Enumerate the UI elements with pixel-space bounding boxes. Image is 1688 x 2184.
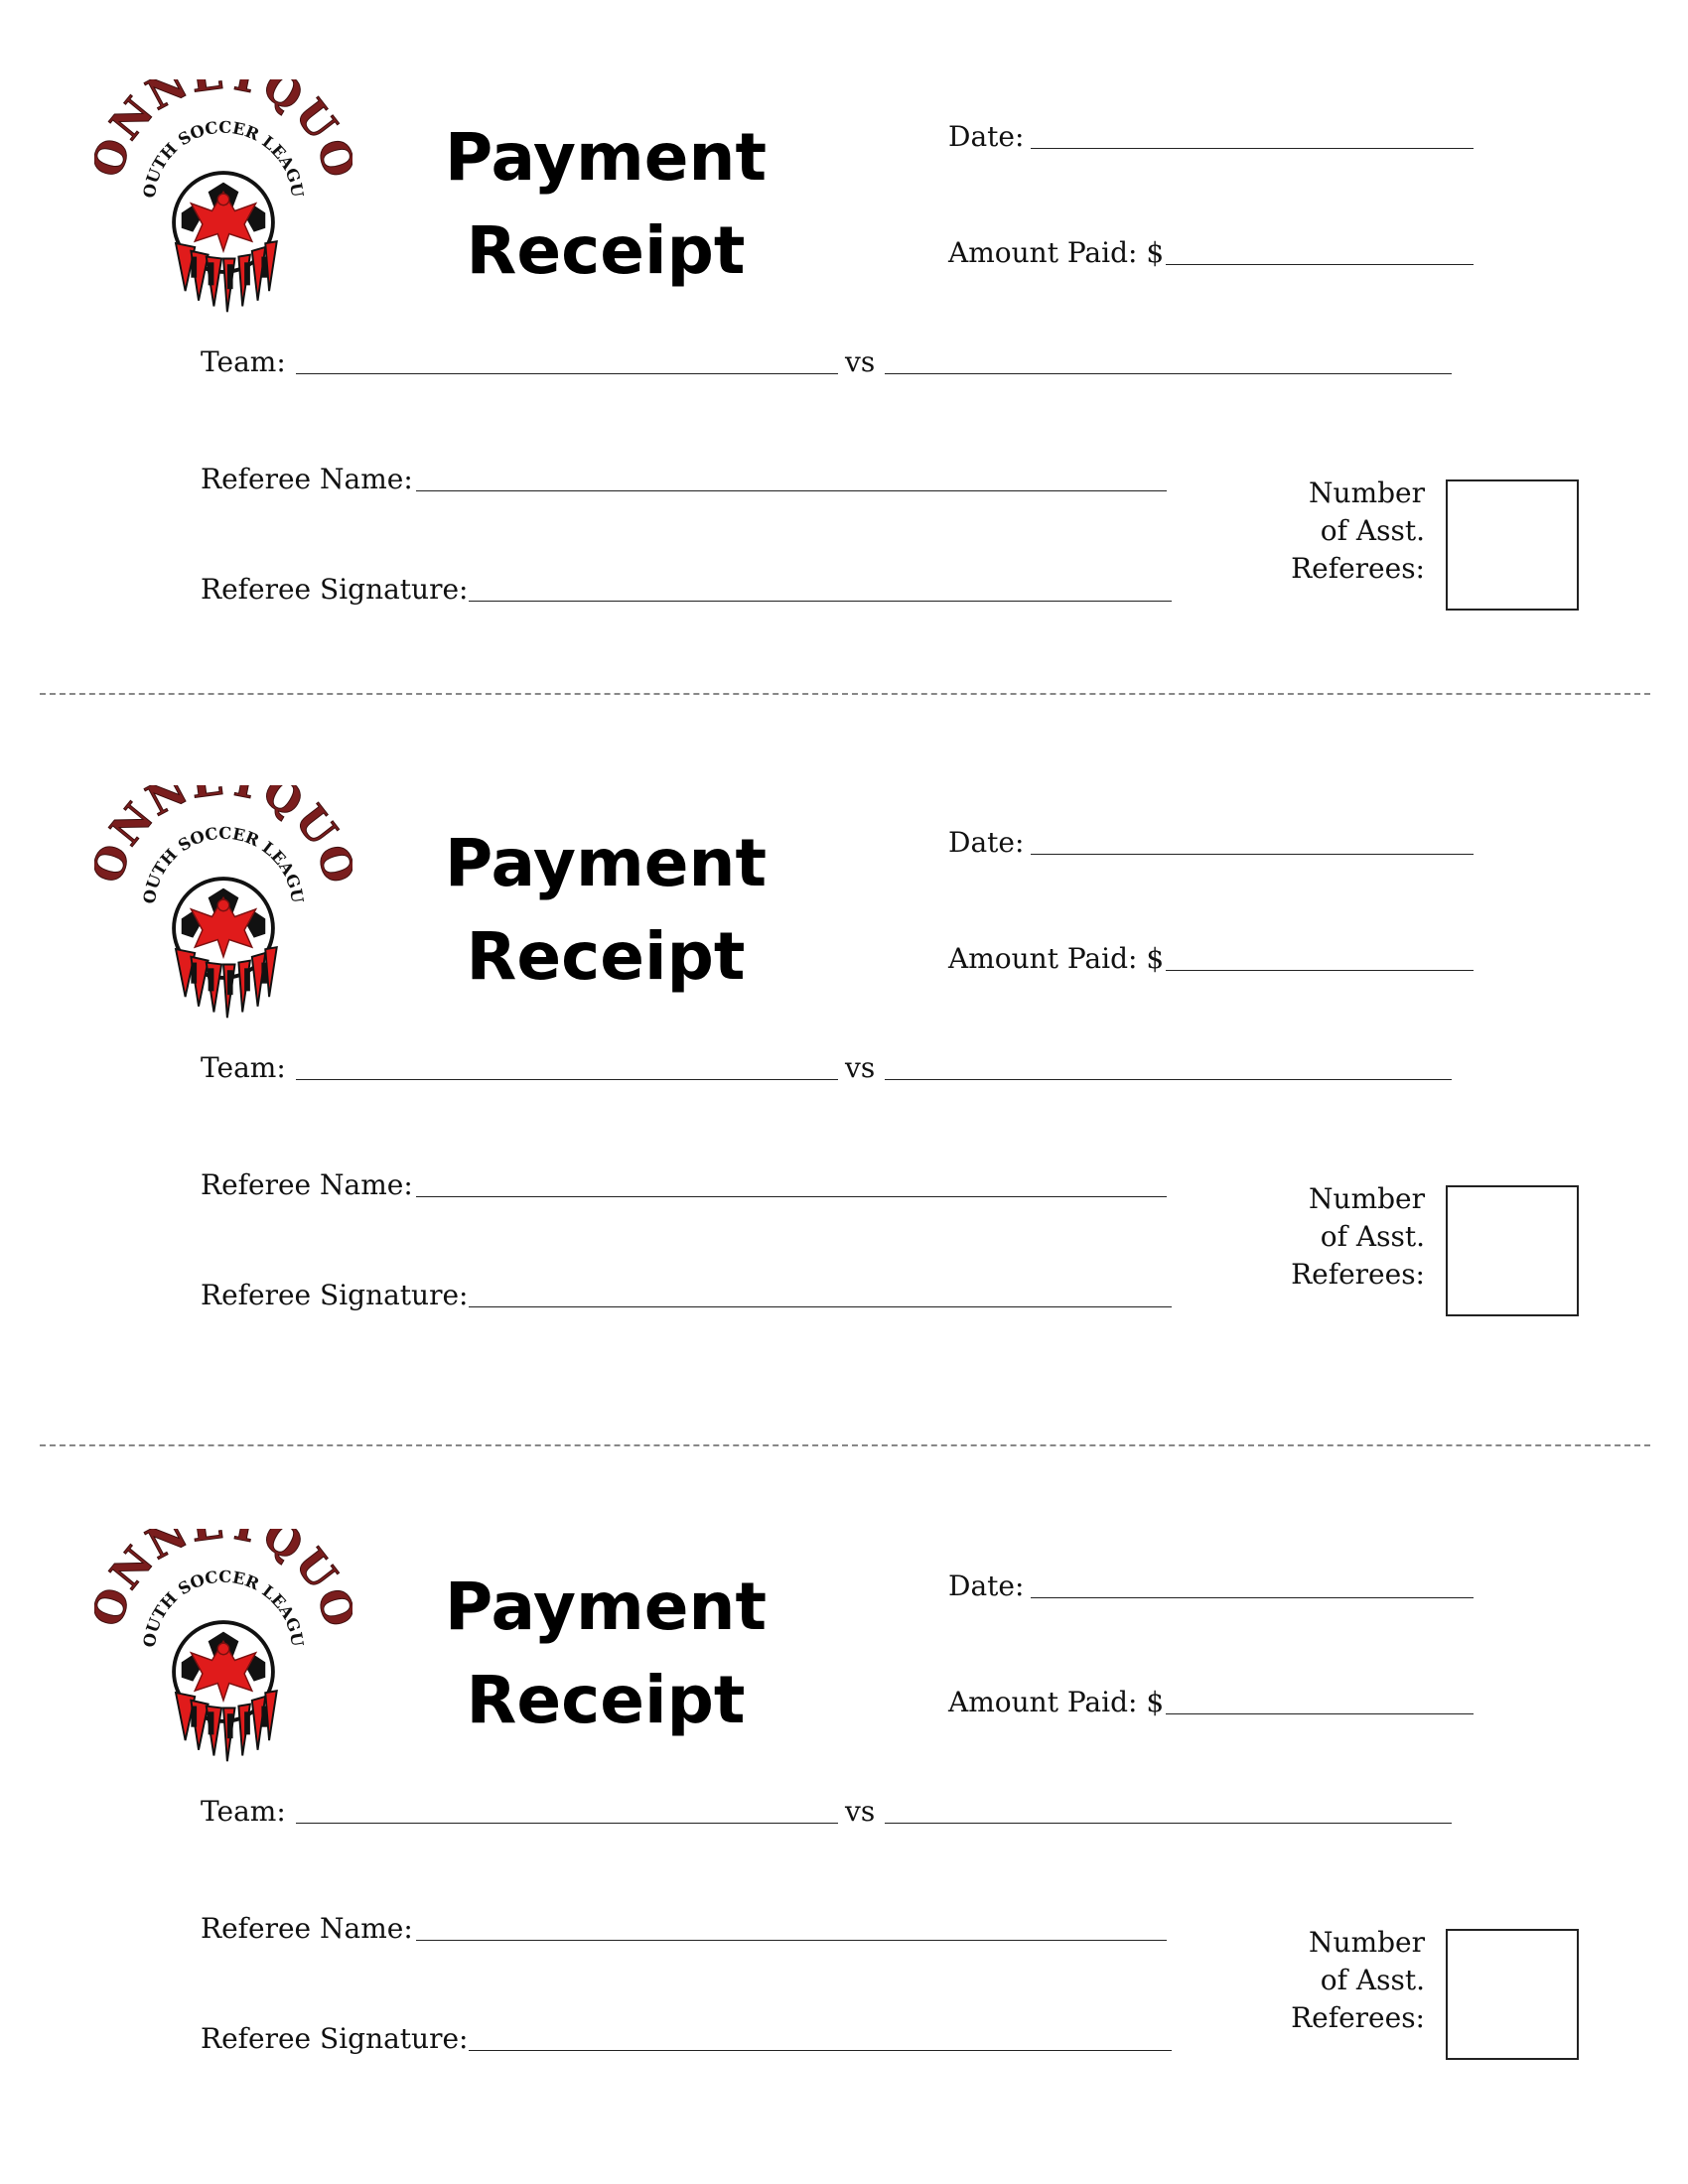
date-field[interactable]	[1031, 854, 1474, 855]
team-away-field[interactable]	[885, 1823, 1452, 1824]
referee-name-label: Referee Name:	[201, 1912, 413, 1945]
referee-signature-field[interactable]	[469, 2050, 1172, 2051]
team-home-field[interactable]	[296, 1079, 838, 1080]
date-label: Date:	[948, 826, 1025, 859]
asst-referees-label: Number of Asst. Referees:	[1291, 1926, 1425, 2034]
team-label: Team:	[201, 1795, 286, 1828]
referee-signature-label: Referee Signature:	[201, 1279, 469, 1311]
league-logo-icon	[94, 1529, 352, 1767]
cut-line	[40, 1444, 1650, 1446]
asst-referees-box[interactable]	[1446, 1929, 1579, 2060]
referee-name-field[interactable]	[416, 1940, 1167, 1941]
receipt-2	[0, 706, 1688, 1401]
vs-label: vs	[845, 1051, 876, 1084]
referee-signature-field[interactable]	[469, 601, 1172, 602]
vs-label: vs	[845, 1795, 876, 1828]
team-label: Team:	[201, 345, 286, 378]
league-logo-icon	[94, 785, 352, 1024]
receipt-3	[0, 1449, 1688, 2144]
team-home-field[interactable]	[296, 1823, 838, 1824]
cut-line	[40, 693, 1650, 695]
amount-label: Amount Paid: $	[948, 942, 1165, 975]
amount-field[interactable]	[1166, 970, 1474, 971]
receipt-title: Payment Receipt	[444, 119, 768, 289]
asst-referees-label: Number of Asst. Referees:	[1291, 1182, 1425, 1291]
date-label: Date:	[948, 1570, 1025, 1602]
referee-name-label: Referee Name:	[201, 1168, 413, 1201]
vs-label: vs	[845, 345, 876, 378]
date-label: Date:	[948, 120, 1025, 153]
referee-name-label: Referee Name:	[201, 463, 413, 495]
asst-referees-box[interactable]	[1446, 479, 1579, 611]
referee-signature-label: Referee Signature:	[201, 2022, 469, 2055]
amount-field[interactable]	[1166, 1713, 1474, 1714]
referee-signature-field[interactable]	[469, 1306, 1172, 1307]
asst-referees-label: Number of Asst. Referees:	[1291, 477, 1425, 585]
league-logo-icon	[94, 79, 352, 318]
receipt-title: Payment Receipt	[444, 1569, 768, 1738]
date-field[interactable]	[1031, 148, 1474, 149]
team-label: Team:	[201, 1051, 286, 1084]
receipt-title: Payment Receipt	[444, 825, 768, 995]
asst-referees-box[interactable]	[1446, 1185, 1579, 1316]
team-home-field[interactable]	[296, 373, 838, 374]
amount-field[interactable]	[1166, 264, 1474, 265]
team-away-field[interactable]	[885, 1079, 1452, 1080]
receipt-1	[0, 0, 1688, 695]
amount-label: Amount Paid: $	[948, 1686, 1165, 1718]
referee-signature-label: Referee Signature:	[201, 573, 469, 606]
team-away-field[interactable]	[885, 373, 1452, 374]
amount-label: Amount Paid: $	[948, 236, 1165, 269]
referee-name-field[interactable]	[416, 490, 1167, 491]
date-field[interactable]	[1031, 1597, 1474, 1598]
referee-name-field[interactable]	[416, 1196, 1167, 1197]
